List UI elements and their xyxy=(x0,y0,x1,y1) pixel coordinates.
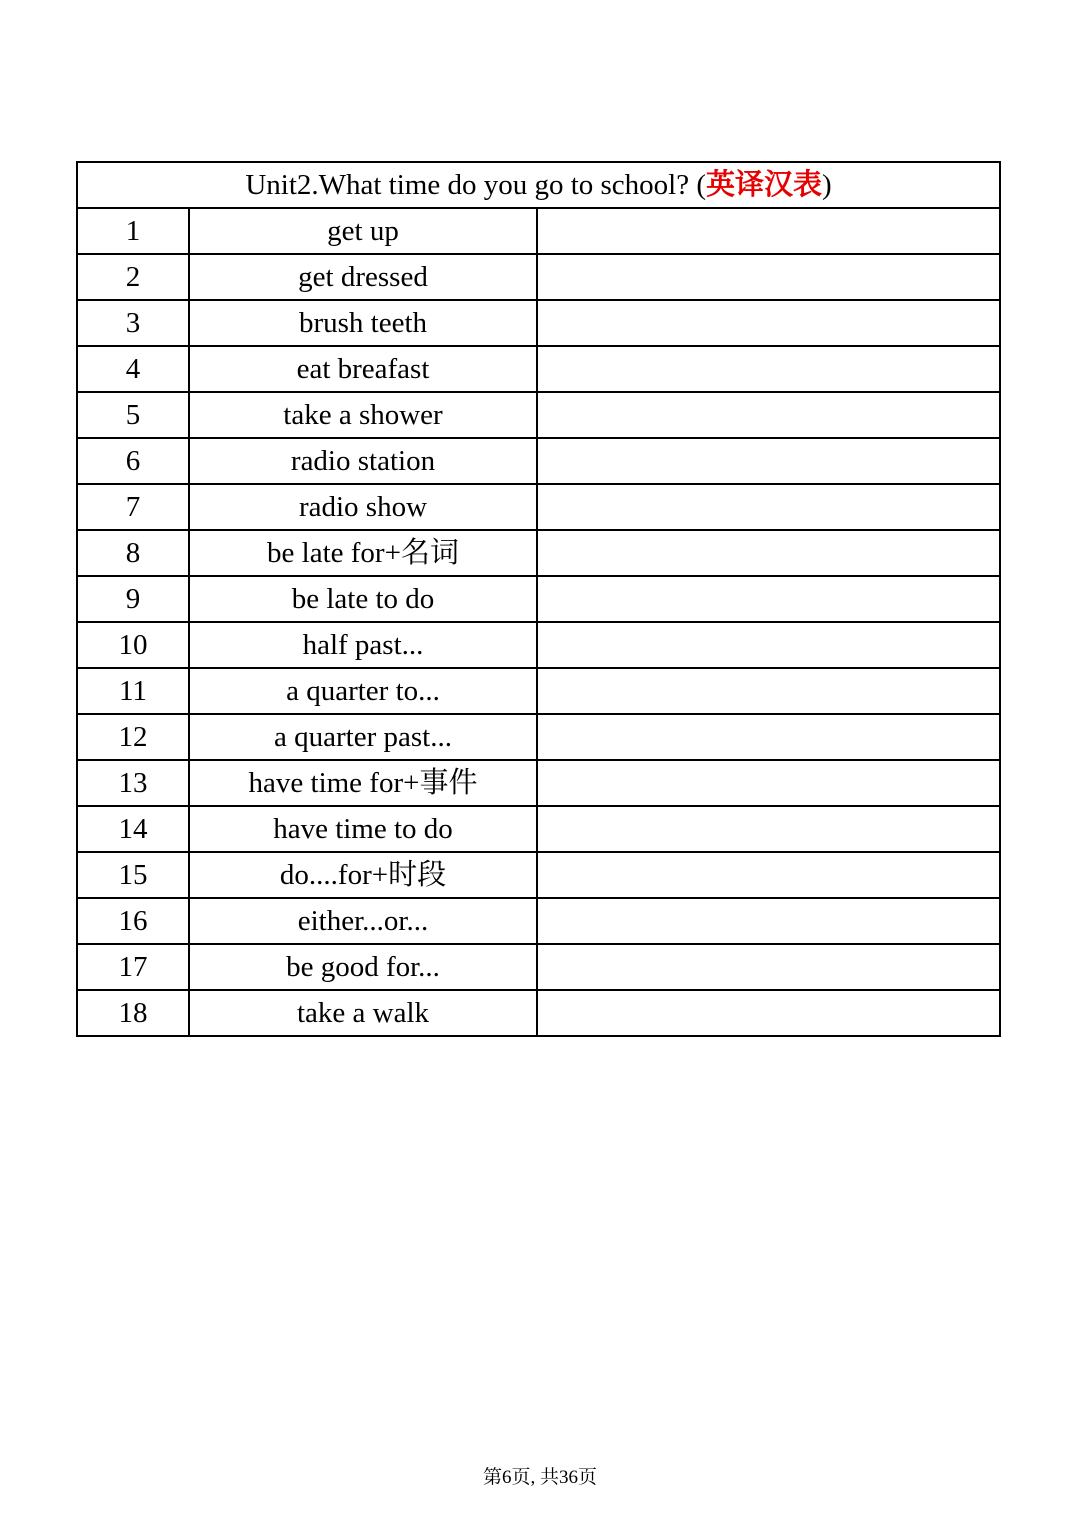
row-number: 4 xyxy=(77,346,189,392)
english-phrase: have time for+事件 xyxy=(189,760,537,806)
table-row xyxy=(77,852,1000,898)
title-highlight: 英译汉表 xyxy=(706,168,823,201)
english-phrase: be late for+名词 xyxy=(189,530,537,576)
vocabulary-table xyxy=(76,161,1001,1037)
table-row xyxy=(77,392,1000,438)
chinese-translation-cell[interactable] xyxy=(537,760,1000,806)
chinese-translation-cell[interactable] xyxy=(537,300,1000,346)
row-number: 5 xyxy=(77,392,189,438)
chinese-translation-cell[interactable] xyxy=(537,254,1000,300)
english-phrase: do....for+时段 xyxy=(189,852,537,898)
chinese-translation-cell[interactable] xyxy=(537,668,1000,714)
table-row xyxy=(77,714,1000,760)
table-row xyxy=(77,254,1000,300)
table-row xyxy=(77,990,1000,1036)
row-number: 15 xyxy=(77,852,189,898)
english-phrase: eat breafast xyxy=(189,346,537,392)
table-row xyxy=(77,944,1000,990)
chinese-translation-cell[interactable] xyxy=(537,622,1000,668)
chinese-translation-cell[interactable] xyxy=(537,530,1000,576)
table-row xyxy=(77,530,1000,576)
row-number: 12 xyxy=(77,714,189,760)
page-number-footer: 第6页, 共36页 xyxy=(482,1467,597,1488)
table-row xyxy=(77,668,1000,714)
row-number: 13 xyxy=(77,760,189,806)
table-row xyxy=(77,346,1000,392)
table-row xyxy=(77,806,1000,852)
row-number: 17 xyxy=(77,944,189,990)
table-row xyxy=(77,576,1000,622)
english-phrase: take a shower xyxy=(189,392,537,438)
english-phrase: half past... xyxy=(189,622,537,668)
row-number: 11 xyxy=(77,668,189,714)
row-number: 10 xyxy=(77,622,189,668)
chinese-translation-cell[interactable] xyxy=(537,576,1000,622)
english-phrase: radio show xyxy=(189,484,537,530)
english-phrase: a quarter to... xyxy=(189,668,537,714)
table-body xyxy=(77,162,1000,1036)
chinese-translation-cell[interactable] xyxy=(537,208,1000,254)
chinese-translation-cell[interactable] xyxy=(537,714,1000,760)
row-number: 16 xyxy=(77,898,189,944)
chinese-translation-cell[interactable] xyxy=(537,944,1000,990)
row-number: 2 xyxy=(77,254,189,300)
table-title-row xyxy=(77,162,1000,208)
row-number: 1 xyxy=(77,208,189,254)
row-number: 8 xyxy=(77,530,189,576)
english-phrase: brush teeth xyxy=(189,300,537,346)
english-phrase: have time to do xyxy=(189,806,537,852)
english-phrase: radio station xyxy=(189,438,537,484)
row-number: 18 xyxy=(77,990,189,1036)
english-phrase: a quarter past... xyxy=(189,714,537,760)
table-row xyxy=(77,898,1000,944)
title-suffix: ) xyxy=(822,168,832,201)
chinese-translation-cell[interactable] xyxy=(537,806,1000,852)
chinese-translation-cell[interactable] xyxy=(537,990,1000,1036)
english-phrase: be late to do xyxy=(189,576,537,622)
chinese-translation-cell[interactable] xyxy=(537,392,1000,438)
chinese-translation-cell[interactable] xyxy=(537,484,1000,530)
table-row xyxy=(77,760,1000,806)
row-number: 3 xyxy=(77,300,189,346)
chinese-translation-cell[interactable] xyxy=(537,852,1000,898)
table-row xyxy=(77,622,1000,668)
row-number: 6 xyxy=(77,438,189,484)
chinese-translation-cell[interactable] xyxy=(537,346,1000,392)
row-number: 14 xyxy=(77,806,189,852)
table-row xyxy=(77,438,1000,484)
row-number: 7 xyxy=(77,484,189,530)
english-phrase: be good for... xyxy=(189,944,537,990)
english-phrase: either...or... xyxy=(189,898,537,944)
table-row xyxy=(77,208,1000,254)
row-number: 9 xyxy=(77,576,189,622)
chinese-translation-cell[interactable] xyxy=(537,898,1000,944)
english-phrase: get up xyxy=(189,208,537,254)
title-prefix: Unit2.What time do you go to school? ( xyxy=(245,168,707,201)
table-row xyxy=(77,300,1000,346)
chinese-translation-cell[interactable] xyxy=(537,438,1000,484)
english-phrase: get dressed xyxy=(189,254,537,300)
table-title xyxy=(77,162,1000,208)
table-row xyxy=(77,484,1000,530)
english-phrase: take a walk xyxy=(189,990,537,1036)
